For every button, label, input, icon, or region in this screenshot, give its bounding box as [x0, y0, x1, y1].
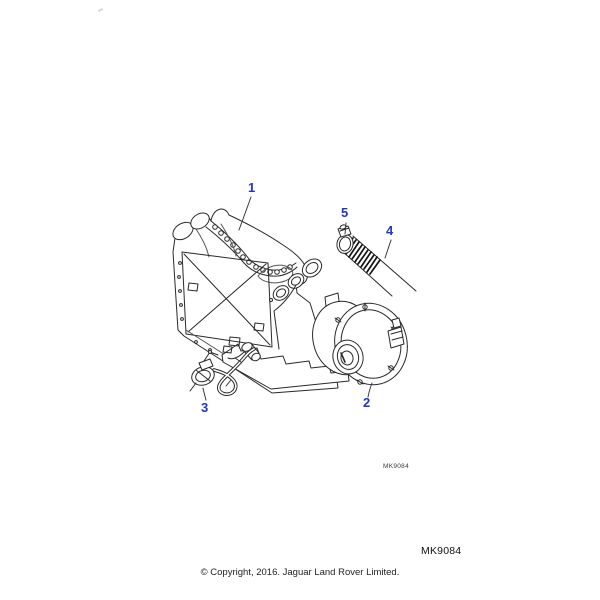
diagram-code: MK9084 [421, 545, 462, 557]
callout-1[interactable]: 1 [248, 180, 256, 195]
diagram-watermark: MK9084 [383, 463, 410, 470]
callout-2[interactable]: 2 [363, 395, 371, 410]
copyright-notice: © Copyright, 2016. Jaguar Land Rover Limited. [200, 567, 400, 578]
part-heater-assembly [170, 209, 349, 393]
callout-3[interactable]: 3 [201, 400, 209, 415]
callout-5[interactable]: 5 [341, 205, 349, 220]
callout-4[interactable]: 4 [386, 223, 394, 238]
leader-line-3 [203, 388, 206, 400]
leader-line-4 [385, 240, 391, 258]
